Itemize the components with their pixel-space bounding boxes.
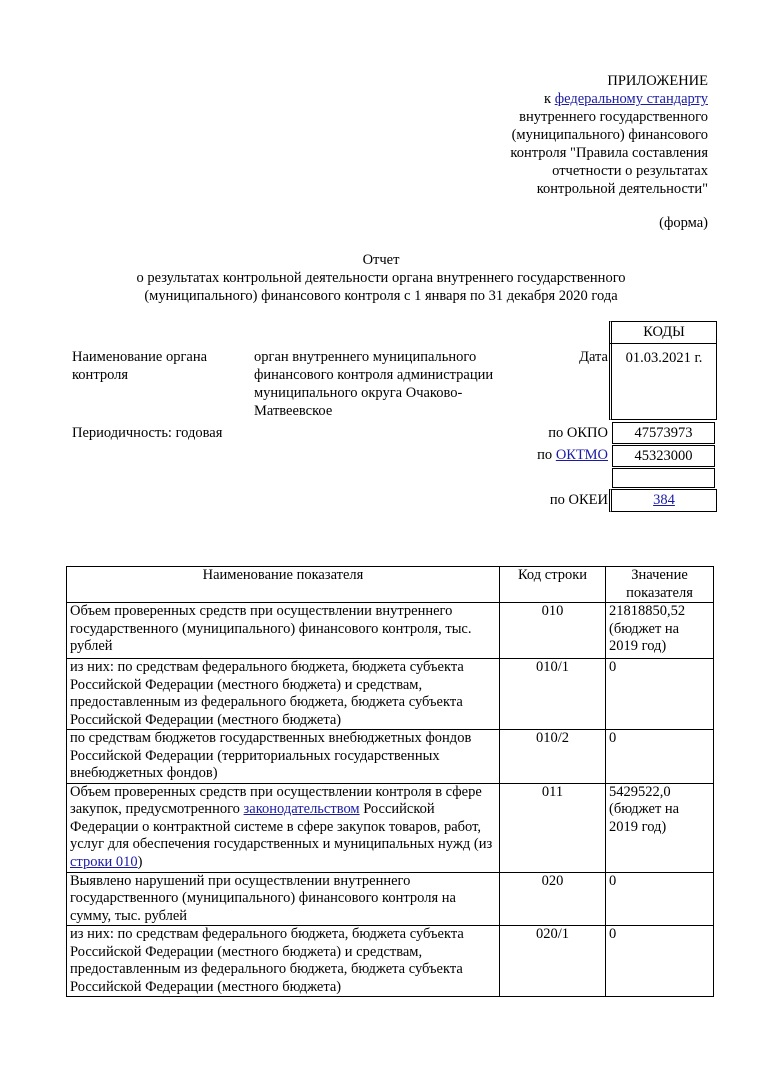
okei-code-box	[609, 489, 717, 512]
oktmo-link[interactable]: ОКТМО	[555, 447, 608, 463]
empty-code-box	[612, 468, 715, 488]
okei-value-link[interactable]: 384	[653, 492, 675, 508]
appendix-standard-line	[510, 90, 708, 108]
okei-label: по ОКЕИ	[549, 492, 608, 508]
date-label: Дата	[579, 349, 608, 365]
date-value: 01.03.2021 г.	[625, 350, 703, 366]
appendix-line: отчетности о результатах	[552, 163, 708, 179]
row-name-part: Российской Федерации о контрактной системе в сфере закупок товаров, работ, услуг для обеспечения государственных и муниципальных нужд (из	[70, 801, 493, 852]
header-value: Значение показателя	[606, 567, 714, 603]
table-row	[67, 783, 714, 872]
row-code: 010/2	[500, 730, 606, 784]
table-row	[67, 659, 714, 730]
row-name-part: )	[137, 853, 143, 870]
oktmo-label	[537, 446, 608, 464]
appendix-block	[510, 72, 708, 198]
table-row	[67, 603, 714, 659]
org-label: Наименование органа контроля	[72, 349, 208, 383]
report-title-line: о результатах контрольной деятельности органа внутреннего государственного	[136, 270, 626, 286]
row-code: 020	[500, 872, 606, 926]
row-code: 010	[500, 603, 606, 659]
table-row	[67, 926, 714, 997]
row-010-link[interactable]: строки 010	[70, 853, 138, 870]
appendix-line: (муниципального) финансового	[511, 127, 708, 143]
row-value: 0	[606, 730, 714, 784]
row-value: 0	[606, 872, 714, 926]
row-code: 010/1	[500, 659, 606, 730]
row-value: 5429522,0 (бюджет на 2019 год)	[606, 783, 714, 872]
appendix-prefix: к	[544, 91, 555, 107]
appendix-line: внутреннего государственного	[519, 109, 708, 125]
row-value: 0	[606, 659, 714, 730]
row-name-part: Объем проверенных средств при осуществлении контроля в сфере закупок, предусмотренного	[70, 783, 482, 817]
report-title	[60, 251, 702, 305]
row-value: 0	[606, 926, 714, 997]
oktmo-prefix: по	[537, 447, 556, 463]
table-row	[67, 872, 714, 926]
oktmo-code-box: 45323000	[612, 445, 715, 467]
okpo-code-box: 47573973	[612, 422, 715, 444]
form-label: (форма)	[659, 215, 708, 231]
row-value: 21818850,52 (бюджет на 2019 год)	[606, 603, 714, 659]
okpo-label: по ОКПО	[548, 425, 608, 441]
table-header-row	[67, 567, 714, 603]
row-name: Выявлено нарушений при осуществлении внутреннего государственного (муниципального) финансового контроля на сумму, тыс. рублей	[67, 872, 500, 926]
codes-header: КОДЫ	[609, 321, 717, 344]
row-name: из них: по средствам федерального бюджета, бюджета субъекта Российской Федерации (местного бюджета) и средствам, предоставленным из федерального бюджета, бюджета субъекта Российской Федерации (местного бюджета)	[67, 659, 500, 730]
header-name: Наименование показателя	[67, 567, 500, 603]
org-value: орган внутреннего муниципального финансового контроля администрации муниципального округа Очаково-Матвеевское	[254, 349, 494, 419]
periodicity-label: Периодичность: годовая	[72, 425, 223, 441]
report-title-line: Отчет	[362, 252, 400, 268]
legislation-link[interactable]: законодательством	[243, 801, 360, 817]
indicators-table	[66, 566, 714, 997]
row-code: 011	[500, 783, 606, 872]
header-code: Код строки	[500, 567, 606, 603]
row-name: из них: по средствам федерального бюджета, бюджета субъекта Российской Федерации (местного бюджета) и средствам, предоставленным из федерального бюджета, бюджета субъекта Российской Федерации (местного бюджета)	[67, 926, 500, 997]
row-code: 020/1	[500, 926, 606, 997]
table-row	[67, 730, 714, 784]
row-name: по средствам бюджетов государственных внебюджетных фондов Российской Федерации (территориальных государственных внебюджетных фондов)	[67, 730, 500, 784]
appendix-line: контрольной деятельности"	[536, 181, 708, 197]
date-code-box	[609, 343, 717, 420]
report-title-line: (муниципального) финансового контроля с 1 января по 31 декабря 2020 года	[144, 288, 618, 304]
row-name	[67, 783, 500, 872]
federal-standard-link[interactable]: федеральному стандарту	[554, 91, 708, 107]
appendix-line: контроля "Правила составления	[510, 145, 708, 161]
row-name: Объем проверенных средств при осуществлении внутреннего государственного (муниципального) финансового контроля, тыс. рублей	[67, 603, 500, 659]
appendix-title: ПРИЛОЖЕНИЕ	[607, 73, 708, 89]
